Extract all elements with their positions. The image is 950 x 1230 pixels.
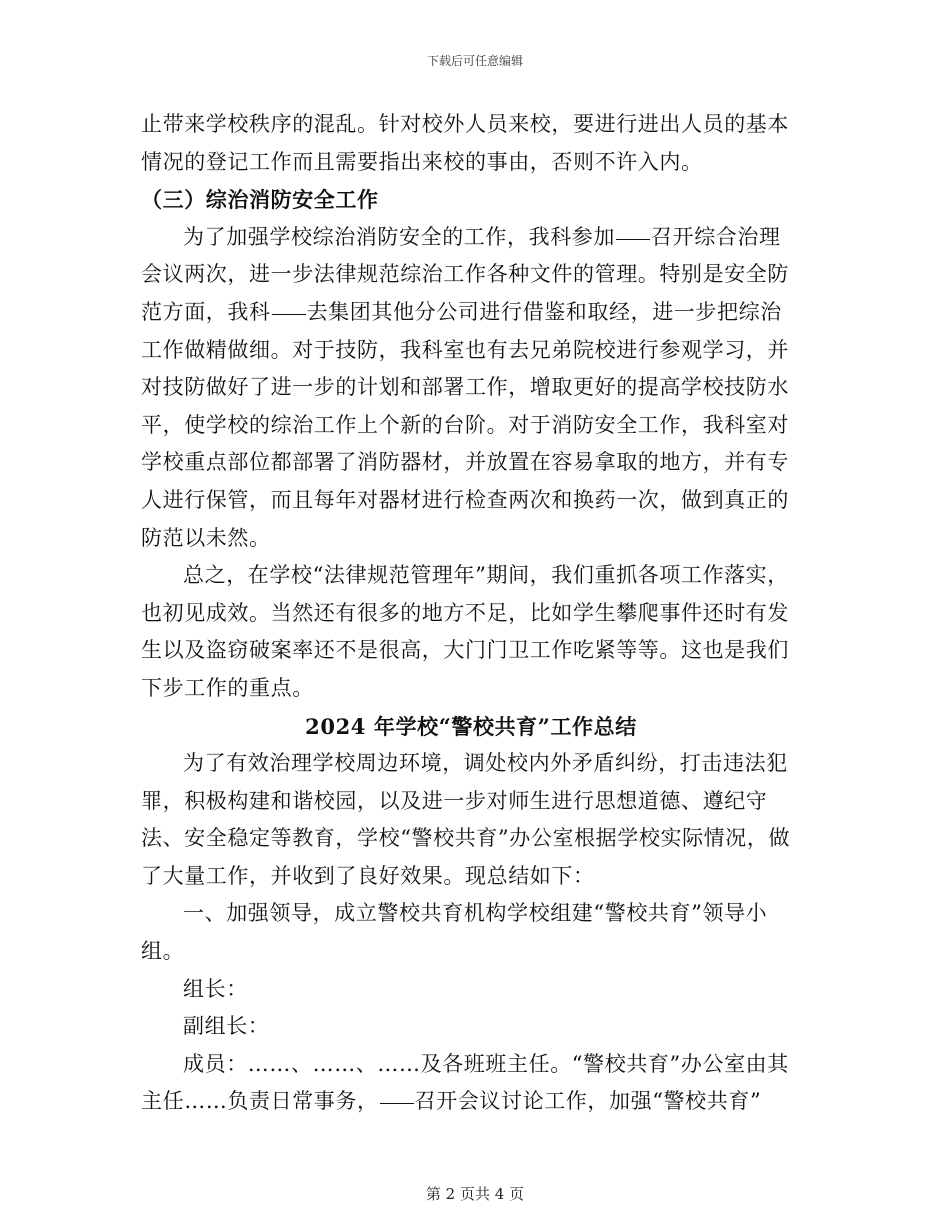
document-body bbox=[141, 106, 801, 1121]
paragraph-deputy-leader: 副组长： bbox=[183, 1014, 270, 1039]
paragraph-conclusion: 总之，在学校“法律规范管理年”期间，我们重抓各项工作落实，也初见成效。当然还有很多的地方不足，比如学生攀爬事件还时有发生以及盗窃破案率还不是很高，大门门卫工作吃紧等等。这也是我们下步工作的重点。 bbox=[141, 563, 789, 700]
paragraph-text-part: 为了加强学校综治消防安全的工作，我科参加 bbox=[183, 224, 615, 249]
paragraph-text-part: 成员：……、……、……及各班班主任。“警校共育”办公室由其主任……负责日常事务， bbox=[141, 1051, 789, 1114]
fill-blank bbox=[380, 1102, 414, 1104]
paragraph-continuation: 止带来学校秩序的混乱。针对校外人员来校，要进行进出人员的基本情况的登记工作而且需要指出来校的事由，否则不许入内。 bbox=[141, 112, 789, 174]
page-footer: 第 2 页共 4 页 bbox=[425, 1185, 525, 1203]
fill-blank bbox=[616, 238, 650, 240]
paragraph-text-part: 召开综合治理会议两次，进一步法律规范综治工作各种文件的管理。特别是安全防范方面，我科 bbox=[141, 224, 789, 324]
paragraph-members bbox=[141, 1046, 801, 1121]
page-header: 下载后可任意编辑 bbox=[426, 54, 523, 68]
paragraph-leader: 组长： bbox=[183, 976, 248, 1001]
document-title: 2024 年学校“警校共育”工作总结 bbox=[305, 713, 637, 739]
paragraph-text-part: 去集团其他分公司进行借鉴和取经，进一步把综治工作做精做细。对于技防，我科室也有去兄弟院校进行参观学习，并对技防做好了进一步的计划和部署工作，增取更好的提高学校技防水平，使学校的综治工作上个新的台阶。对于消防安全工作，我科室对学校重点部位都部署了消防器材，并放置在容易拿取的地方，并有专人进行保管，而且每年对器材进行检查两次和换药一次，做到真正的防范以未然。 bbox=[141, 299, 789, 550]
fill-blank bbox=[272, 313, 306, 315]
paragraph-intro: 为了有效治理学校周边环境，调处校内外矛盾纠纷，打击违法犯罪，积极构建和谐校园，以及进一步对师生进行思想道德、遵纪守法、安全稳定等教育，学校“警校共育”办公室根据学校实际情况，做了大量工作，并收到了良好效果。现总结如下： bbox=[141, 751, 791, 888]
paragraph-text-part: 召开会议讨论工作，加强“警校共育” bbox=[414, 1089, 762, 1114]
paragraph-security-work bbox=[141, 219, 801, 557]
paragraph-point-1: 一、加强领导，成立警校共育机构学校组建“警校共育”领导小组。 bbox=[141, 901, 768, 964]
section-heading-3: （三）综治消防安全工作 bbox=[141, 187, 379, 213]
